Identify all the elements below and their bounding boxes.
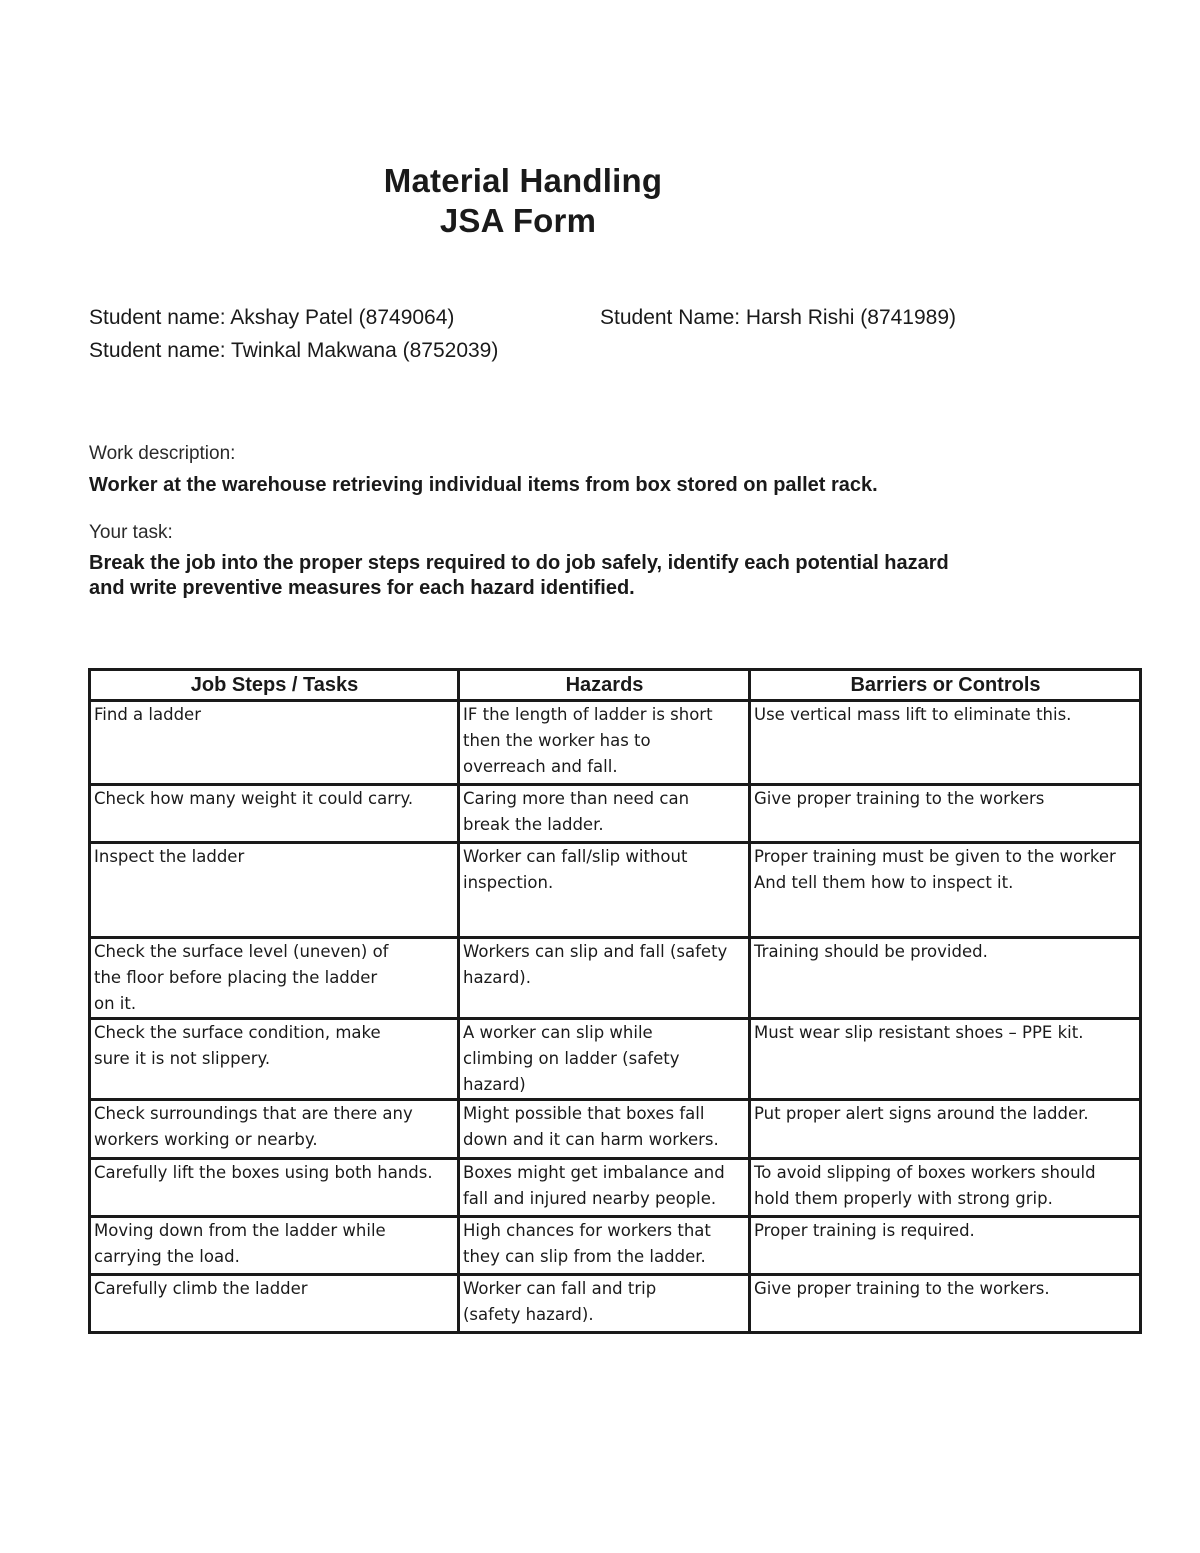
header-hazards: Hazards [459, 670, 750, 701]
job-step-cell: Check the surface level (uneven) of the floor before placing the ladder on it. [90, 938, 459, 1019]
table-row [90, 843, 1141, 938]
table-row [90, 701, 1141, 785]
student-name-2: Student Name: Harsh Rishi (8741989) [600, 306, 957, 329]
hazard-cell: High chances for workers that they can slip from the ladder. [459, 1217, 750, 1275]
work-description-text: Worker at the warehouse retrieving individual items from box stored on pallet rack. [89, 474, 878, 496]
table-row [90, 785, 1141, 843]
table-row [90, 1019, 1141, 1100]
control-cell: Give proper training to the workers [750, 785, 1141, 843]
student-name-3: Student name: Twinkal Makwana (8752039) [89, 339, 499, 362]
job-step-cell: Check the surface condition, make sure it is not slippery. [90, 1019, 459, 1100]
task-label: Your task: [89, 522, 173, 543]
hazard-cell: Boxes might get imbalance and fall and injured nearby people. [459, 1159, 750, 1217]
header-barriers: Barriers or Controls [750, 670, 1141, 701]
hazard-cell: Worker can fall/slip without inspection. [459, 843, 750, 938]
control-cell: Training should be provided. [750, 938, 1141, 1019]
table-row [90, 938, 1141, 1019]
task-text-line1: Break the job into the proper steps required to do job safely, identify each potential hazard [89, 552, 949, 574]
table-row [90, 1217, 1141, 1275]
table-header-row [90, 670, 1141, 701]
header-job-steps: Job Steps / Tasks [90, 670, 459, 701]
control-cell: Must wear slip resistant shoes – PPE kit. [750, 1019, 1141, 1100]
student-name-1: Student name: Akshay Patel (8749064) [89, 306, 455, 329]
hazard-cell: IF the length of ladder is short then the worker has to overreach and fall. [459, 701, 750, 785]
form-subtitle: JSA Form [439, 202, 597, 239]
control-cell: Use vertical mass lift to eliminate this. [750, 701, 1141, 785]
job-step-cell: Moving down from the ladder while carrying the load. [90, 1217, 459, 1275]
table-row [90, 1159, 1141, 1217]
job-step-cell: Find a ladder [90, 701, 459, 785]
hazard-cell: A worker can slip while climbing on ladder (safety hazard) [459, 1019, 750, 1100]
job-step-cell: Carefully climb the ladder [90, 1275, 459, 1333]
hazard-cell: Worker can fall and trip (safety hazard). [459, 1275, 750, 1333]
hazard-cell: Workers can slip and fall (safety hazard). [459, 938, 750, 1019]
hazard-cell: Caring more than need can break the ladder. [459, 785, 750, 843]
form-title: Material Handling [383, 162, 663, 199]
job-step-cell: Inspect the ladder [90, 843, 459, 938]
table-row [90, 1275, 1141, 1333]
work-description-label: Work description: [89, 443, 236, 464]
control-cell: Proper training is required. [750, 1217, 1141, 1275]
jsa-table [88, 668, 1142, 1334]
job-step-cell: Check surroundings that are there any workers working or nearby. [90, 1100, 459, 1159]
job-step-cell: Carefully lift the boxes using both hands. [90, 1159, 459, 1217]
control-cell: Proper training must be given to the worker And tell them how to inspect it. [750, 843, 1141, 938]
control-cell: Put proper alert signs around the ladder. [750, 1100, 1141, 1159]
control-cell: To avoid slipping of boxes workers should hold them properly with strong grip. [750, 1159, 1141, 1217]
hazard-cell: Might possible that boxes fall down and it can harm workers. [459, 1100, 750, 1159]
task-text-line2: and write preventive measures for each hazard identified. [89, 577, 635, 599]
job-step-cell: Check how many weight it could carry. [90, 785, 459, 843]
table-row [90, 1100, 1141, 1159]
control-cell: Give proper training to the workers. [750, 1275, 1141, 1333]
